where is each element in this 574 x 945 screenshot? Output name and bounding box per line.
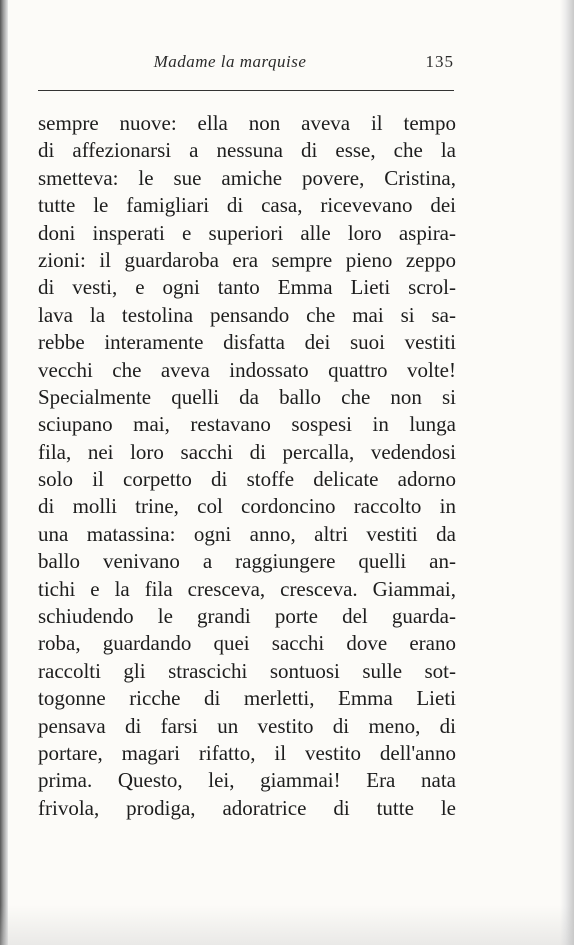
text-line: smetteva: le sue amiche povere, Cristina,: [38, 165, 456, 190]
text-line: portare, magari rifatto, il vestito dell'anno: [38, 740, 456, 765]
text-line: prima. Questo, lei, giammai! Era nata: [38, 768, 456, 793]
text-line: di molli trine, col cordoncino raccolto in: [38, 494, 456, 519]
text-line: zioni: il guardaroba era sempre pieno zeppo: [38, 247, 456, 272]
page-number: 135: [425, 52, 454, 71]
text-line: vecchi che aveva indossato quattro volte!: [38, 357, 456, 382]
text-line: di vesti, e ogni tanto Emma Lieti scrol-: [38, 275, 456, 300]
text-line: frivola, prodiga, adoratrice di tutte le: [38, 795, 456, 820]
page-edge-shadow: [560, 0, 574, 945]
text-line: roba, guardando quei sacchi dove erano: [38, 631, 456, 656]
page-bottom-shade: [0, 905, 574, 945]
text-line: sempre nuove: ella non aveva il tempo: [38, 111, 456, 135]
text-line: schiudendo le grandi porte del guarda-: [38, 604, 456, 629]
text-line: raccolti gli strascichi sontuosi sulle sot-: [38, 658, 456, 683]
page-header: [40, 52, 454, 82]
text-line: lava la testolina pensando che mai si sa-: [38, 302, 456, 327]
text-line: tutte le famigliari di casa, ricevevano dei: [38, 193, 456, 218]
text-line: di affezionarsi a nessuna di esse, che la: [38, 138, 456, 163]
page-gutter-shadow: [0, 0, 8, 945]
text-line: ballo venivano a raggiungere quelli an-: [38, 549, 456, 574]
text-line: togonne ricche di merletti, Emma Lieti: [38, 686, 456, 711]
text-line: tichi e la fila cresceva, cresceva. Giammai,: [38, 576, 456, 601]
body-text: [38, 110, 456, 822]
text-line: solo il corpetto di stoffe delicate adorno: [38, 467, 456, 492]
text-line: pensava di farsi un vestito di meno, di: [38, 713, 456, 738]
running-title: Madame la marquise: [153, 52, 307, 71]
text-line: rebbe interamente disfatta dei suoi vestiti: [38, 330, 456, 355]
text-line: fila, nei loro sacchi di percalla, vedendosi: [38, 439, 456, 464]
text-line: una matassina: ogni anno, altri vestiti da: [38, 521, 456, 546]
text-line: sciupano mai, restavano sospesi in lunga: [38, 412, 456, 437]
text-line: doni insperati e superiori alle loro aspira-: [38, 220, 456, 245]
header-rule: [38, 90, 454, 91]
text-line: Specialmente quelli da ballo che non si: [38, 384, 456, 409]
